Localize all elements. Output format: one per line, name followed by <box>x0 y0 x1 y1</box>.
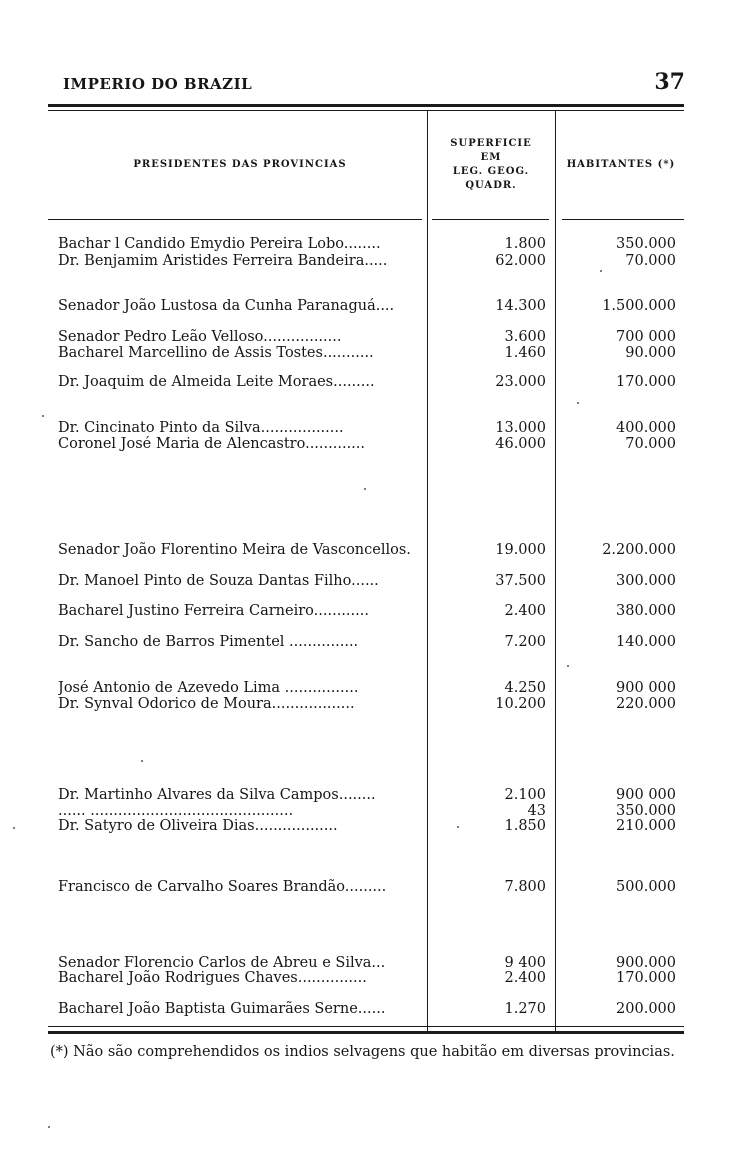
area-value: 14.300 <box>495 298 546 314</box>
table-row <box>0 236 747 253</box>
population-value: 350.000 <box>616 236 676 252</box>
president-name: Bacharel Justino Ferreira Carneiro............ <box>58 603 369 619</box>
president-name: Dr. Sancho de Barros Pimentel ............... <box>58 634 359 650</box>
area-value: 1.270 <box>504 1001 546 1017</box>
table-row <box>0 634 747 651</box>
table-row <box>0 345 747 362</box>
area-value: 37.500 <box>495 573 546 589</box>
population-value: 900 000 <box>616 787 676 803</box>
area-header-line-2: EM <box>480 152 502 163</box>
president-name: José Antonio de Azevedo Lima ................ <box>58 680 359 696</box>
population-value: 900.000 <box>616 955 676 971</box>
area-value: 10.200 <box>495 696 546 712</box>
area-value: 9 400 <box>504 955 546 971</box>
footnote: (*) Não são comprehendidos os indios selvagens que habitão em diversas provincias. <box>50 1044 675 1060</box>
area-value: 1.800 <box>504 236 546 252</box>
table-row <box>0 680 747 697</box>
population-value: 300.000 <box>616 573 676 589</box>
table-row <box>0 374 747 391</box>
population-value: 700 000 <box>616 329 676 345</box>
president-name: Dr. Satyro de Oliveira Dias.................. <box>58 818 338 834</box>
area-value: 2.100 <box>504 787 546 803</box>
area-header-line-4: QUADR. <box>465 180 517 191</box>
population-value: 900 000 <box>616 680 676 696</box>
table-row <box>0 696 747 713</box>
area-value: 62.000 <box>495 253 546 269</box>
population-value: 200.000 <box>616 1001 676 1017</box>
president-name: Bacharel João Baptista Guimarães Serne...... <box>58 1001 386 1017</box>
paper-speck <box>364 488 366 490</box>
president-name: Dr. Manoel Pinto de Souza Dantas Filho...... <box>58 573 379 589</box>
population-value: 1.500.000 <box>602 298 676 314</box>
table-row <box>0 603 747 620</box>
area-value: 43 <box>527 803 546 819</box>
president-name: Francisco de Carvalho Soares Brandão......... <box>58 879 387 895</box>
paper-speck <box>577 402 579 404</box>
area-value: 1.850 <box>504 818 546 834</box>
top-rule-thin <box>48 110 684 111</box>
column-header-presidents: PRESIDENTES DAS PROVINCIAS <box>133 159 347 170</box>
area-value: 7.200 <box>504 634 546 650</box>
president-name: Dr. Benjamim Aristides Ferreira Bandeira..... <box>58 253 388 269</box>
table-row <box>0 436 747 453</box>
population-value: 380.000 <box>616 603 676 619</box>
area-value: 3.600 <box>504 329 546 345</box>
population-value: 400.000 <box>616 420 676 436</box>
president-name: Dr. Joaquim de Almeida Leite Moraes......... <box>58 374 375 390</box>
population-value: 220.000 <box>616 696 676 712</box>
population-value: 140.000 <box>616 634 676 650</box>
running-head-title: IMPERIO DO BRAZIL <box>63 75 253 93</box>
header-rule-area <box>432 219 549 220</box>
area-header-line-3: LEG. GEOG. <box>452 166 530 177</box>
table-row <box>0 970 747 987</box>
column-header-area <box>430 137 552 193</box>
header-rule-presidents <box>48 219 422 220</box>
population-value: 170.000 <box>616 374 676 390</box>
president-name: Dr. Cincinato Pinto da Silva.................. <box>58 420 344 436</box>
area-value: 19.000 <box>495 542 546 558</box>
population-value: 90.000 <box>625 345 676 361</box>
population-value: 70.000 <box>625 253 676 269</box>
president-name: Bacharel João Rodrigues Chaves............... <box>58 970 367 986</box>
area-value: 7.800 <box>504 879 546 895</box>
table-row <box>0 329 747 346</box>
page-number: 37 <box>654 69 685 95</box>
table-row <box>0 573 747 590</box>
top-rule-thick <box>48 104 684 107</box>
paper-speck <box>13 827 15 829</box>
bottom-rule-thick <box>48 1031 684 1034</box>
population-value: 170.000 <box>616 970 676 986</box>
paper-speck <box>141 760 143 762</box>
president-name: ...... ............................................ <box>58 803 294 819</box>
president-name: Dr. Martinho Alvares da Silva Campos........ <box>58 787 376 803</box>
table-row <box>0 420 747 437</box>
paper-speck <box>457 826 459 828</box>
table-row <box>0 818 747 835</box>
area-value: 2.400 <box>504 603 546 619</box>
table-row <box>0 1001 747 1018</box>
president-name: Senador Florencio Carlos de Abreu e Silva... <box>58 955 386 971</box>
population-value: 500.000 <box>616 879 676 895</box>
president-name: Senador João Lustosa da Cunha Paranaguá.... <box>58 298 395 314</box>
population-value: 350.000 <box>616 803 676 819</box>
area-value: 1.460 <box>504 345 546 361</box>
president-name: Bacharel Marcellino de Assis Tostes........... <box>58 345 374 361</box>
table-row <box>0 298 747 315</box>
column-header-population: HABITANTES (*) <box>566 159 676 170</box>
area-value: 13.000 <box>495 420 546 436</box>
paper-speck <box>600 270 602 272</box>
paper-speck <box>567 665 569 667</box>
paper-speck <box>42 415 44 417</box>
table-row <box>0 787 747 804</box>
president-name: Coronel José Maria de Alencastro............. <box>58 436 365 452</box>
paper-speck <box>48 1126 50 1128</box>
area-value: 2.400 <box>504 970 546 986</box>
population-value: 210.000 <box>616 818 676 834</box>
area-header-line-1: SUPERFICIE <box>450 138 532 149</box>
president-name: Dr. Synval Odorico de Moura.................. <box>58 696 355 712</box>
area-value: 4.250 <box>504 680 546 696</box>
table-row <box>0 879 747 896</box>
president-name: Senador João Florentino Meira de Vasconcellos. <box>58 542 411 558</box>
table-row <box>0 253 747 270</box>
area-value: 46.000 <box>495 436 546 452</box>
president-name: Senador Pedro Leão Velloso................. <box>58 329 342 345</box>
table-row <box>0 542 747 559</box>
header-rule-population <box>562 219 684 220</box>
bottom-rule-thin <box>48 1026 684 1027</box>
population-value: 70.000 <box>625 436 676 452</box>
area-value: 23.000 <box>495 374 546 390</box>
president-name: Bachar l Candido Emydio Pereira Lobo........ <box>58 236 381 252</box>
population-value: 2.200.000 <box>602 542 676 558</box>
